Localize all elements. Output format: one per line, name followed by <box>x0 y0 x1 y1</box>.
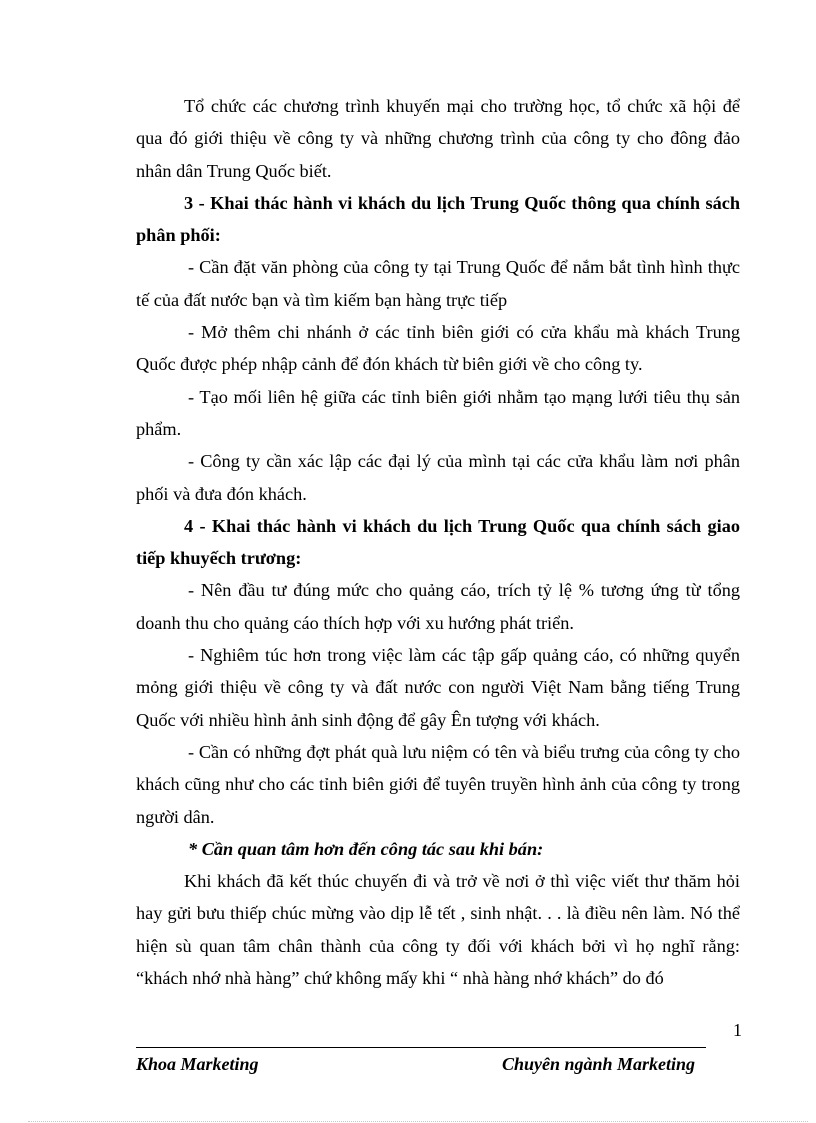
footer-divider <box>136 1047 706 1048</box>
bullet-paragraph: - Nên đầu tư đúng mức cho quảng cáo, trích tỷ lệ % tương ứng từ tổng doanh thu cho quảng cáo thích hợp với xu hướng phát triển. <box>136 580 740 633</box>
paragraph: Khi khách đã kết thúc chuyến đi và trở về nơi ở thì việc viết thư thăm hỏi hay gửi bưu thiếp chúc mừng vào dịp lễ tết , sinh nhật. . . là điều nên làm. Nó thể hiện sù quan tâm chân thành của công ty đối với khách bởi vì họ nghĩ rằng: “khách nhớ nhà hàng” chứ không mấy khi “ nhà hàng nhớ khách” do đó <box>136 871 740 989</box>
bullet-paragraph: - Cần đặt văn phòng của công ty tại Trung Quốc để nắm bắt tình hình thực tế của đất nước bạn và tìm kiếm bạn hàng trực tiếp <box>136 257 740 310</box>
footer-major: Chuyên ngành Marketing <box>502 1054 696 1074</box>
bullet-paragraph: - Tạo mối liên hệ giữa các tỉnh biên giới nhằm tạo mạng lưới tiêu thụ sản phẩm. <box>136 386 740 439</box>
bullet-paragraph: - Mở thêm chi nhánh ở các tỉnh biên giới có cửa khẩu mà khách Trung Quốc được phép nhập cảnh để đón khách từ biên giới về cho công ty. <box>136 322 740 375</box>
section-heading: 3 - Khai thác hành vi khách du lịch Trung Quốc thông qua chính sách phân phối: <box>136 192 740 246</box>
bullet-paragraph: - Công ty cần xác lập các đại lý của mình tại các cửa khẩu làm nơi phân phối và đưa đón khách. <box>136 451 740 504</box>
page-number: 1 <box>733 1020 742 1040</box>
bullet-paragraph: - Nghiêm túc hơn trong việc làm các tập gấp quảng cáo, có những quyển mỏng giới thiệu về công ty và đất nước con người Việt Nam bằng tiếng Trung Quốc với nhiều hình ảnh sinh động để gây Ên tượng với khách. <box>136 645 740 730</box>
section-heading: 4 - Khai thác hành vi khách du lịch Trung Quốc qua chính sách giao tiếp khuyếch trương: <box>136 515 740 569</box>
paragraph: Tổ chức các chương trình khuyến mại cho trường học, tổ chức xã hội để qua đó giới thiệu về công ty và những chương trình của công ty cho đông đảo nhân dân Trung Quốc biết. <box>136 96 740 181</box>
bullet-paragraph: - Cần có những đợt phát quà lưu niệm có tên và biểu trưng của công ty cho khách cũng như cho các tỉnh biên giới để tuyên truyền hình ảnh của công ty trong người dân. <box>136 741 740 827</box>
document-body <box>136 90 740 994</box>
page-boundary <box>28 1121 808 1122</box>
sub-heading: * Cần quan tâm hơn đến công tác sau khi bán: <box>188 838 544 859</box>
footer-department: Khoa Marketing <box>136 1054 259 1074</box>
